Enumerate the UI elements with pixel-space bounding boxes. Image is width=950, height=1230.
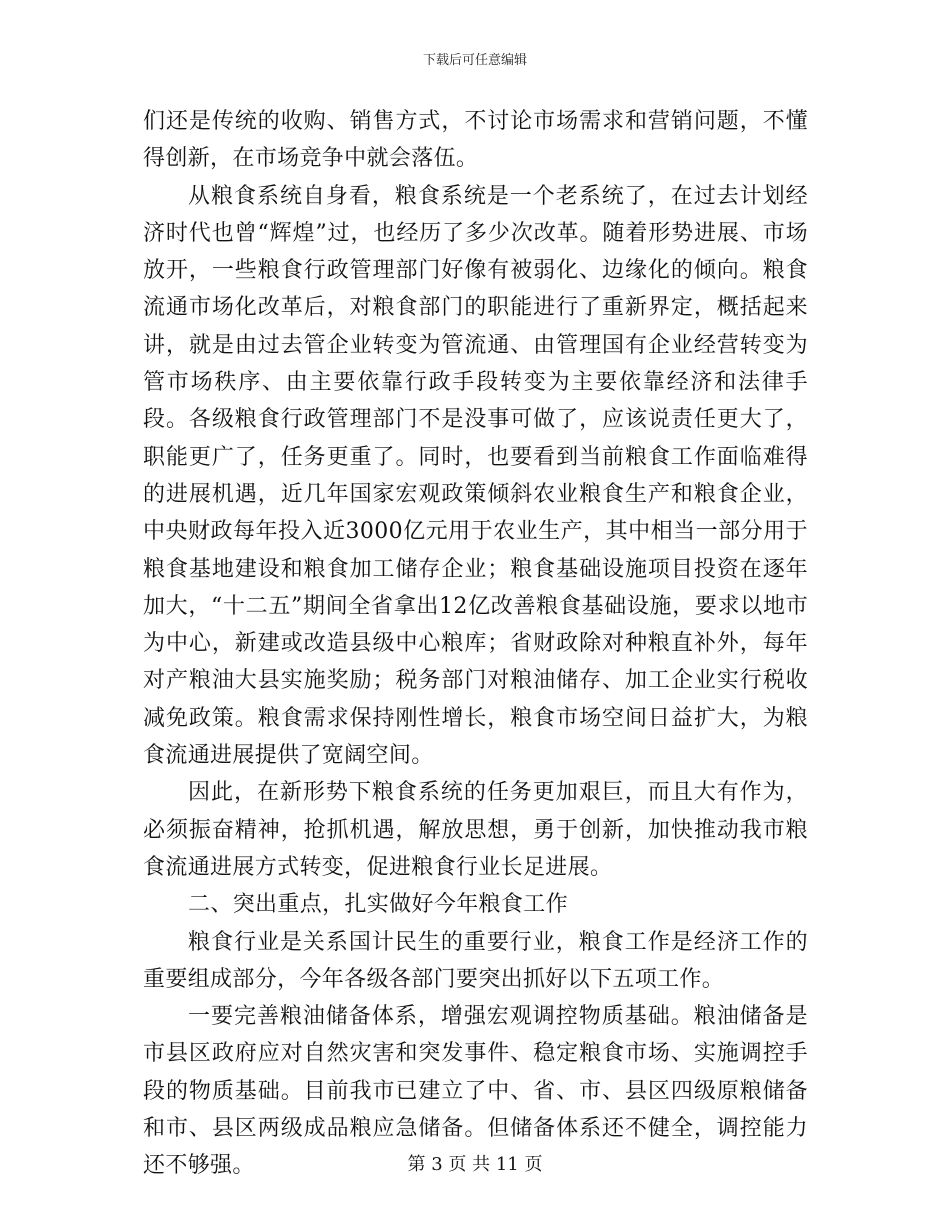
paragraph: 从粮食系统自身看，粮食系统是一个老系统了，在过去计划经济时代也曾“辉煌”过，也经历了多少次改革。随着形势进展、市场放开，一些粮食行政管理部门好像有被弱化、边缘化的倾向。粮食流通市场化改革后，对粮食部门的职能进行了重新界定，概括起来讲，就是由过去管企业转变为管流通、由管理国有企业经营转变为管市场秩序、由主要依靠行政手段转变为主要依靠经济和法律手段。各级粮食行政管理部门不是没事可做了，应该说责任更大了，职能更广了，任务更重了。同时，也要看到当前粮食工作面临难得的进展机遇，近几年国家宏观政策倾斜农业粮食生产和粮食企业，中央财政每年投入近3000亿元用于农业生产，其中相当一部分用于粮食基地建设和粮食加工储存企业；粮食基础设施项目投资在逐年加大，“十二五”期间全省拿出12亿改善粮食基础设施，要求以地市为中心，新建或改造县级中心粮库；省财政除对种粮直补外，每年对产粮油大县实施奖励；税务部门对粮油储存、加工企业实行税收减免政策。粮食需求保持刚性增长，粮食市场空间日益扩大，为粮食流通进展提供了宽阔空间。: [143, 183, 808, 769]
paragraph: 因此，在新形势下粮食系统的任务更加艰巨，而且大有作为，必须振奋精神，抢抓机遇，解放思想，勇于创新，加快推动我市粮食流通进展方式转变，促进粮食行业长足进展。: [143, 780, 808, 880]
page-header: 下载后可任意编辑: [422, 53, 527, 68]
document-body: [143, 103, 808, 1185]
page-footer: 第 3 页 共 11 页: [407, 1154, 543, 1175]
paragraph: 粮食行业是关系国计民生的重要行业，粮食工作是经济工作的重要组成部分，今年各级各部门要突出抓好以下五项工作。: [143, 929, 808, 992]
paragraph: 们还是传统的收购、销售方式，不讨论市场需求和营销问题，不懂得创新，在市场竞争中就会落伍。: [143, 109, 808, 172]
section-heading: 二、突出重点，扎实做好今年粮食工作: [188, 892, 568, 918]
paragraph: 一要完善粮油储备体系，增强宏观调控物质基础。粮油储备是市县区政府应对自然灾害和突发事件、稳定粮食市场、实施调控手段的物质基础。目前我市已建立了中、省、市、县区四级原粮储备和市、县区两级成品粮应急储备。但储备体系还不健全，调控能力还不够强。: [143, 1004, 808, 1179]
